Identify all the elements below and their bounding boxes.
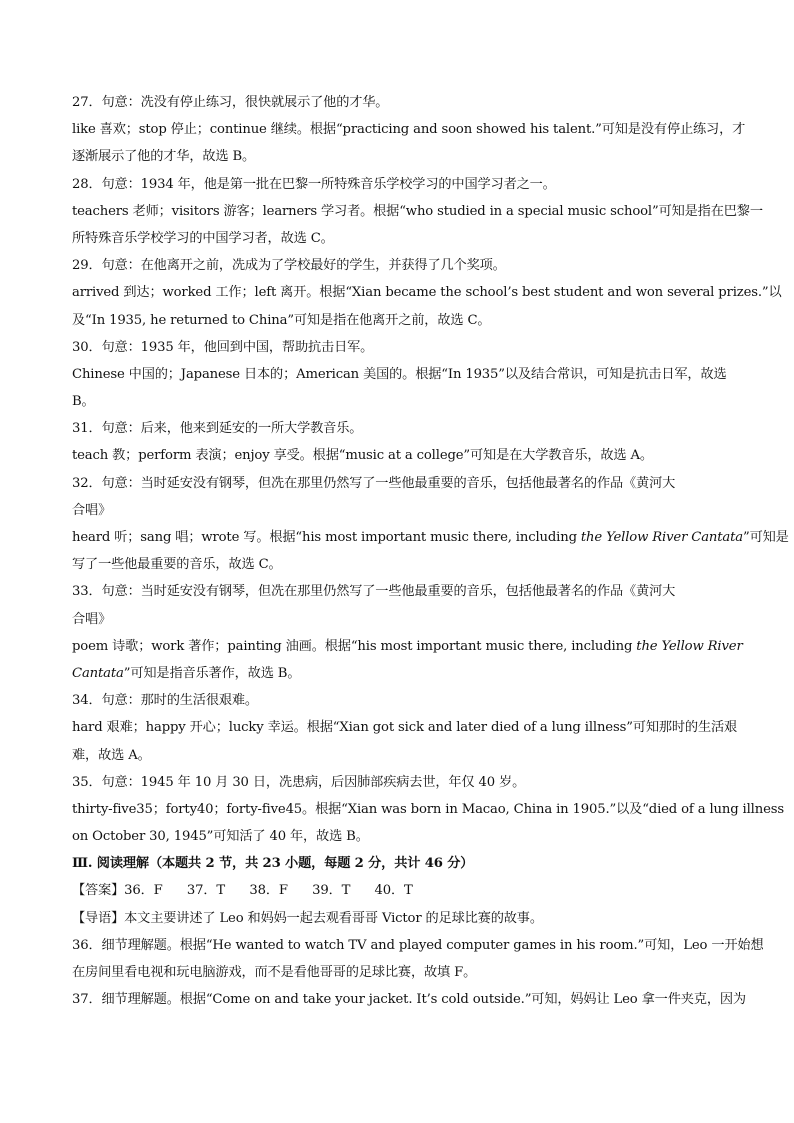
text-line: teach 教；perform 表演；enjoy 享受。根据“music at a college”可知是在大学教音乐，故选 A。 [72,448,653,464]
text-line [72,660,722,687]
text-segment: heard 听；sang 唱；wrote 写。根据“his most important music there, including [72,530,581,545]
text-line: Chinese 中国的；Japanese 日本的；American 美国的。根据“In 1935”以及结合常识，可知是抗击日军，故选 [72,366,727,382]
text-line: 及“In 1935, he returned to China”可知是指在他离开之前，故选 C。 [72,312,491,328]
text-line: 在房间里看电视和玩电脑游戏，而不是看他哥哥的足球比赛，故填 F。 [72,965,477,980]
text-line: arrived 到达；worked 工作；left 离开。根据“Xian became the school’s best student and won several prizes.”以 [72,285,782,301]
italic-title: Cantata [72,665,124,681]
text-line: like 喜欢；stop 停止；continue 继续。根据“practicing and soon showed his talent.”可知是没有停止练习，才 [72,122,746,138]
italic-title: the Yellow River Cantata [580,530,743,545]
text-line: hard 艰难；happy 开心；lucky 幸运。根据“Xian got sick and later died of a lung illness”可知那时的生活艰 [72,720,738,736]
text-segment: ”可知是指音乐著作，故选 B。 [123,665,301,681]
text-line: on October 30, 1945”可知活了 40 年，故选 B。 [72,829,369,845]
text-line: 所特殊音乐学校学习的中国学习者，故选 C。 [72,230,334,246]
text-segment: poem 诗歌；work 著作；painting 油画。根据“his most important music there, including [72,638,637,654]
italic-title: the Yellow River [636,638,743,654]
text-line: teachers 老师；visitors 游客；learners 学习者。根据“who studied in a special music school”可知是指在巴黎一 [72,203,763,219]
text-line [72,633,743,660]
text-line: 【答案】36．F 37．T 38．F 39．T 40．T [72,883,413,899]
text-line: thirty-five35；forty40；forty-five45。根据“Xian was born in Macao, China in 1905.”以及“died of a lung illness [72,801,784,817]
text-line: 36．细节理解题。根据“He wanted to watch TV and played computer games in his room.”可知，Leo 一开始想 [72,937,764,953]
text-line: 29．句意：在他离开之前，冼成为了学校最好的学生，并获得了几个奖项。 [72,258,506,274]
text-line: 30．句意：1935 年，他回到中国，帮助抗击日军。 [72,339,374,355]
text-line: 27．句意：冼没有停止练习，很快就展示了他的才华。 [72,95,389,110]
text-line: Ⅲ. 阅读理解（本题共 2 节，共 23 小题，每题 2 分，共计 46 分） [72,856,474,872]
text-line [72,524,789,551]
text-line: 32．句意：当时延安没有钢琴，但冼在那里仍然写了一些他最重要的音乐，包括他最著名的作品《黄河大 [72,475,676,491]
text-line: 37．细节理解题。根据“Come on and take your jacket. It’s cold outside.”可知，妈妈让 Leo 拿一件夹克，因为 [72,992,746,1008]
text-line: 31．句意：后来，他来到延安的一所大学教音乐。 [72,421,363,437]
text-line: 写了一些他最重要的音乐，故选 C。 [72,557,282,573]
text-line: 【导语】本文主要讲述了 Leo 和妈妈一起去观看哥哥 Victor 的足球比赛的故事。 [72,910,543,926]
text-line: 难，故选 A。 [72,747,151,763]
text-line: 28．句意：1934 年，他是第一批在巴黎一所特殊音乐学校学习的中国学习者之一。 [72,176,556,192]
text-line: 合唱》 [72,502,112,518]
document-page [72,89,789,1013]
text-line: 34．句意：那时的生活很艰难。 [72,693,258,709]
text-line: 逐渐展示了他的才华，故选 B。 [72,149,256,165]
text-line: 35．句意：1945 年 10 月 30 日，冼患病，后因肺部疾病去世，年仅 40 岁。 [72,774,526,790]
text-segment: ”可知是 [742,530,789,545]
text-line: 33．句意：当时延安没有钢琴，但冼在那里仍然写了一些他最重要的音乐，包括他最著名的作品《黄河大 [72,584,676,600]
text-line: B。 [72,394,95,410]
text-line: 合唱》 [72,611,112,627]
